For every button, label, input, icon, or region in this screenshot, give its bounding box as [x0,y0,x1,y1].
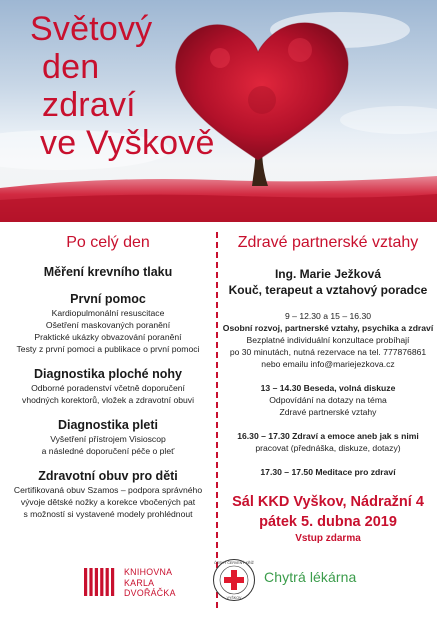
pharmacy-logo: Chytrá lékárna [264,569,357,585]
library-line: KARLA [124,577,155,588]
schedule-line: 17.30 – 17.50 Meditace pro zdraví [260,467,396,477]
title-line-2: den [42,48,100,86]
section-kids-shoes [4,468,212,520]
library-line: DVOŘÁČKA [124,588,176,598]
section-line: Certifikovaná obuv Szamos – podpora správného [13,485,203,495]
schedule-line: pracovat (přednáška, diskuze, dotazy) [255,443,401,453]
event-title [28,10,215,162]
left-column [4,228,212,520]
schedule-line: Odpovídání na dotazy na téma [269,395,387,405]
section-line: Testy z první pomoci a publikace o první pomoci [16,344,200,354]
section-title: Diagnostika ploché nohy [34,367,182,381]
section-line: vhodných korektorů, vložek a zdravotní obuvi [22,395,194,405]
red-cross-icon [212,558,256,602]
hero-banner [0,0,437,222]
right-column-heading: Zdravé partnerské vztahy [237,234,419,251]
section-line: Kardiopulmonální resuscitace [51,308,165,318]
speaker-role: Kouč, terapeut a vztahový poradce [228,283,428,297]
speaker-name: Ing. Marie Ježková [274,267,382,281]
section-title: Diagnostika pleti [57,418,159,432]
svg-text:VYŠKOV: VYŠKOV [226,596,242,600]
section-blood-pressure [4,264,212,280]
schedule-line: Osobní rozvoj, partnerské vztahy, psychika a zdraví [222,323,434,333]
library-line: KNIHOVNA [124,567,173,577]
section-first-aid [4,291,212,355]
section-title: První pomoc [70,292,146,306]
section-line: Ošetření maskovaných poranění [45,320,171,330]
section-line: Praktické ukázky obvazování poranění [34,332,182,342]
schedule-line: po 30 minutách, nutná rezervace na tel. 777876861 [229,347,427,357]
section-line: s možností si vystavené modely prohlédnout [23,509,193,519]
library-logo [84,562,196,602]
section-skin [4,417,212,457]
section-line: Vyšetření přístrojem Visioscop [50,434,166,444]
section-title: Zdravotní obuv pro děti [38,469,178,483]
library-name [124,567,176,599]
schedule-line: Zdravé partnerské vztahy [279,407,377,417]
section-line: Odborné poradenství včetně doporučení [31,383,185,393]
lecture-block [222,430,434,454]
section-line: a následné doporučení péče o pleť [41,446,175,456]
svg-text:ČESKÝ ČERVENÝ KŘÍŽ: ČESKÝ ČERVENÝ KŘÍŽ [214,561,254,565]
schedule-line: 16.30 – 17.30 Zdraví a emoce aneb jak s nimi [237,431,419,441]
title-line-4: ve Vyškově [40,124,215,162]
meditation-block [222,466,434,478]
left-column-heading: Po celý den [66,234,150,251]
section-flat-foot [4,366,212,406]
column-divider [216,232,218,608]
title-line-3: zdraví [42,86,136,124]
schedule-line: Bezplatné individuální konzultace probíhají [246,335,410,345]
discussion-block [222,382,434,418]
date-line: pátek 5. dubna 2019 [259,514,397,530]
library-bars-icon [84,568,122,596]
venue-line: Sál KKD Vyškov, Nádražní 4 [232,494,424,510]
entry-free: Vstup zdarma [295,533,361,544]
right-column [222,228,434,546]
section-line: vývoje dětské nožky a korekce vbočených pat [20,497,196,507]
consultations-block [222,310,434,370]
title-line-1: Světový [30,10,153,48]
email-line: nebo emailu info@mariejezkova.cz [261,359,395,369]
section-title: Měření krevního tlaku [43,265,173,279]
schedule-line: 13 – 14.30 Beseda, volná diskuze [260,383,396,393]
schedule-line: 9 – 12.30 a 15 – 16.30 [284,311,371,321]
